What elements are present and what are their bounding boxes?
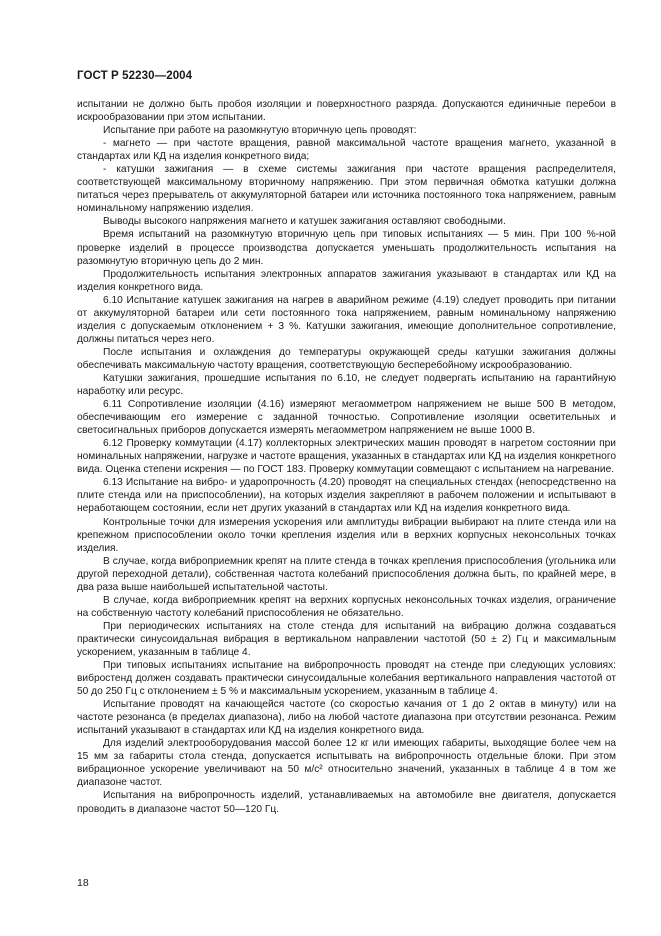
list-item: - катушки зажигания — в схеме системы зажигания при частоте вращения распределителя, соответствующей максимальному вторичному напряжению. При этом первичная обмотка катушки должна питаться через прерыватель от аккумуляторной батареи или источника постоянного тока напряжением, равным номинальному напряжению изделия. xyxy=(77,164,616,215)
section-6-11: 6.11 Сопротивление изоляции (4.16) измеряют мегаомметром напряжением не выше 500 В методом, обеспечивающим его измерение с заданной точностью. Сопротивление изоляции осветительных и светосигнальных приборов допускается измерять мегаомметром напряжением не выше 1000 В. xyxy=(77,399,616,437)
section-6-12: 6.12 Проверку коммутации (4.17) коллекторных электрических машин проводят в нагретом состоянии при номинальных напряжении, нагрузке и частоте вращения, указанных в стандартах или КД на изделия конкретного вида. Оценка степени искрения — по ГОСТ 183. Проверку коммутации совмещают с испытанием на нагревание. xyxy=(77,438,616,476)
paragraph: Для изделий электрооборудования массой более 12 кг или имеющих габариты, выходящие более чем на 15 мм за габариты стола стенда, допускается испытывать на вибропрочность отдельные блоки. При этом вибрационное ускорение увеличивают на 50 м/с² относительно значений, указанных в таблице 4 в том же диапазоне частот. xyxy=(77,738,616,789)
paragraph: Контрольные точки для измерения ускорения или амплитуды вибрации выбирают на плите стенда или на крепежном приспособлении около точки крепления изделия или в верхних корпусных неконсольных точках изделия. xyxy=(77,516,616,554)
paragraph: Продолжительность испытания электронных аппаратов зажигания указывают в стандартах или КД на изделия конкретного вида. xyxy=(77,268,616,293)
paragraph: Время испытаний на разомкнутую вторичную цепь при типовых испытаниях — 5 мин. При 100 %-ной проверке изделий в процессе производства допускается уменьшать продолжительность испытания на разомкнутую вторичную цепь до 2 мин. xyxy=(77,229,616,267)
section-6-13: 6.13 Испытание на вибро- и ударопрочность (4.20) проводят на специальных стендах (непосредственно на плите стенда или на приспособлении), на которых изделия закрепляют в рабочем положении и испытывают в неработающем состоянии, если нет других указаний в стандартах или КД на изделия конкретного вида. xyxy=(77,477,616,515)
paragraph: Выводы высокого напряжения магнето и катушек зажигания оставляют свободными. xyxy=(103,216,506,228)
page-number: 18 xyxy=(77,877,89,889)
document-body xyxy=(77,98,616,816)
paragraph: Катушки зажигания, прошедшие испытания по 6.10, не следует подвергать испытанию на гарантийную наработку или ресурс. xyxy=(77,372,616,398)
paragraph: После испытания и охлаждения до температуры окружающей среды катушки зажигания должны обеспечивать максимальную частоту вращения, соответствующую бесперебойному искрообразованию. xyxy=(77,346,616,371)
paragraph: испытании не должно быть пробоя изоляции и поверхностного разряда. Допускаются единичные перебои в искрообразовании при этом испытании. xyxy=(77,99,616,124)
paragraph: При типовых испытаниях испытание на вибропрочность проводят на стенде при следующих условиях: вибростенд должен создавать практически синусоидальные колебания вертикального направления частотой от 50 до 250 Гц с отклонением ± 5 % и максимальным ускорением, указанным в таблице 4. xyxy=(77,660,616,698)
section-6-10: 6.10 Испытание катушек зажигания на нагрев в аварийном режиме (4.19) следует проводить при питании от аккумуляторной батареи или сети постоянного тока напряжением, равным номинальному напряжению изделия с допускаемым отклонением + 3 %. Катушки зажигания, имеющие дополнительное сопротивление, должны питаться через него. xyxy=(77,294,616,345)
paragraph: В случае, когда виброприемник крепят на верхних корпусных неконсольных точках изделия, ограничение на собственную частоту колебаний приспособления не обязательно. xyxy=(77,594,616,619)
paragraph: В случае, когда виброприемник крепят на плите стенда в точках крепления приспособления (угольника или другой переходной детали), собственная частота колебаний приспособления должна быть, по крайней мере, в два раза выше наибольшей испытательной частоты. xyxy=(77,555,616,593)
document-header: ГОСТ Р 52230—2004 xyxy=(77,70,193,82)
paragraph: Испытание проводят на качающейся частоте (со скоростью качания от 1 до 2 октав в минуту) или на частоте резонанса (в пределах диапазона), либо на любой частоте диапазона при отсутствии резонанса. Режим испытаний указывают в стандартах или КД на изделия конкретного вида. xyxy=(77,699,616,737)
paragraph: Испытание при работе на разомкнутую вторичную цепь проводят: xyxy=(103,125,417,137)
list-item: - магнето — при частоте вращения, равной максимальной частоте вращения магнето, указанной в стандартах или КД на изделия конкретного вида; xyxy=(77,138,616,163)
paragraph: При периодических испытаниях на столе стенда для испытаний на вибрацию должна создаваться практически синусоидальная вибрация в вертикальном направлении частотой (50 ± 2) Гц и максимальным ускорением, указанным в таблице 4. xyxy=(77,620,616,658)
paragraph: Испытания на вибропрочность изделий, устанавливаемых на автомобиле вне двигателя, допускается проводить в диапазоне частот 50—120 Гц. xyxy=(77,790,616,815)
